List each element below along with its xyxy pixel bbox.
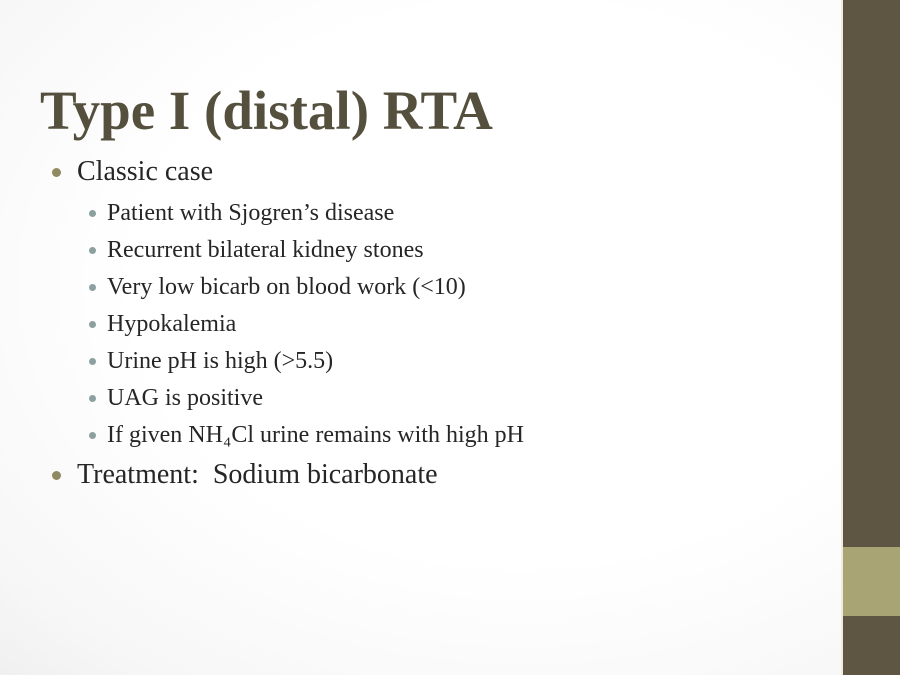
bullet-level1-icon — [52, 168, 61, 177]
sub-bullet-low-bicarb — [89, 274, 466, 302]
sub-bullet-sjogrens — [89, 200, 394, 228]
sub-bullet-label: Hypokalemia — [107, 311, 237, 337]
sub-bullet-hypokalemia — [89, 311, 236, 339]
sub-bullet-uag-positive — [89, 385, 263, 413]
sub-bullet-urine-ph — [89, 348, 333, 376]
bullet-level1-icon — [52, 471, 61, 480]
sidebar-accent-band — [843, 547, 900, 616]
bullet-label: Treatment: Sodium bicarbonate — [77, 459, 438, 490]
slide-title: Type I (distal) RTA — [40, 79, 493, 141]
bullet-level2-icon — [89, 284, 96, 291]
bullet-level2-icon — [89, 210, 96, 217]
sub-bullet-kidney-stones — [89, 237, 424, 265]
sub-bullet-label: If given NH₄Cl urine remains with high pH — [107, 422, 524, 448]
sub-bullet-label: Very low bicarb on blood work (<10) — [107, 274, 466, 300]
sub-bullet-label: UAG is positive — [107, 385, 263, 411]
bullet-level2-icon — [89, 247, 96, 254]
bullet-level2-icon — [89, 358, 96, 365]
bullet-label: Classic case — [77, 156, 214, 187]
sub-bullet-label: Recurrent bilateral kidney stones — [107, 237, 424, 263]
bullet-level2-icon — [89, 432, 96, 439]
sub-bullet-nh4cl — [89, 422, 524, 450]
bullet-level2-icon — [89, 321, 96, 328]
sidebar-decoration — [841, 0, 900, 675]
bullet-treatment — [52, 459, 438, 491]
bullet-classic-case — [52, 156, 213, 188]
sub-bullet-label: Urine pH is high (>5.5) — [107, 348, 334, 374]
bullet-level2-icon — [89, 395, 96, 402]
sub-bullet-label: Patient with Sjogren’s disease — [107, 200, 395, 226]
